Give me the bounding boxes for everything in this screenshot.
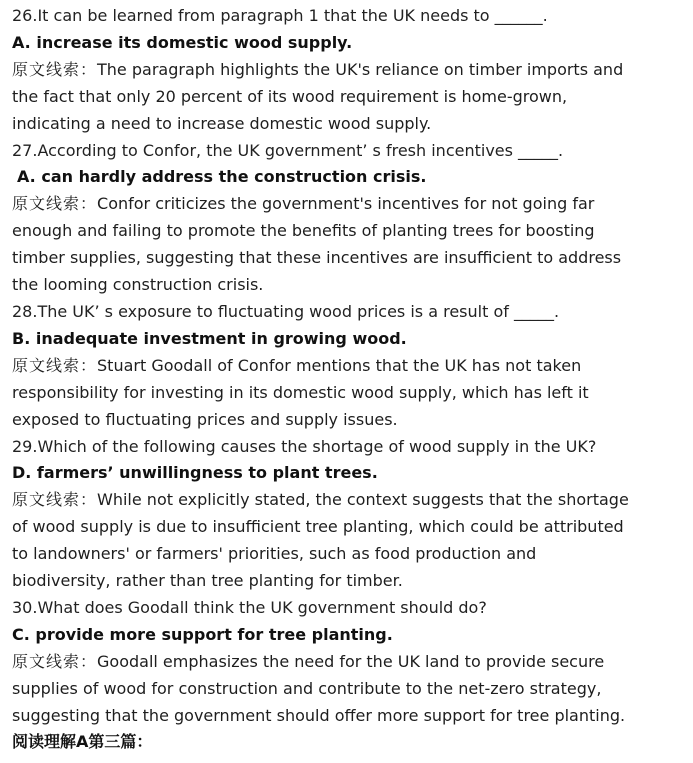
clue-label: 原文线索： bbox=[12, 651, 98, 671]
answer-28: B. inadequate investment in growing wood. bbox=[12, 328, 407, 348]
clue-28-line-2: responsibility for investing in its domestic wood supply, which has left it bbox=[12, 382, 589, 402]
clue-30-line-3: suggesting that the government should offer more support for tree planting. bbox=[12, 705, 626, 725]
clue-label: 原文线索： bbox=[12, 59, 98, 79]
clue-29-line-3: to landowners' or farmers' priorities, such as food production and bbox=[12, 544, 537, 564]
answer-29: D. farmers’ unwillingness to plant trees. bbox=[12, 463, 378, 483]
clue-28-line-3: exposed to fluctuating prices and supply issues. bbox=[12, 409, 398, 429]
clue-text: Stuart Goodall of Confor mentions that the UK has not taken bbox=[97, 355, 582, 375]
question-29: 29.Which of the following causes the shortage of wood supply in the UK? bbox=[12, 436, 597, 456]
answer-30: C. provide more support for tree planting. bbox=[12, 624, 393, 644]
clue-29-line-4: biodiversity, rather than tree planting for timber. bbox=[12, 571, 403, 591]
clue-27-line-2: enough and failing to promote the benefits of planting trees for boosting bbox=[12, 221, 595, 241]
clue-26-line-3: indicating a need to increase domestic wood supply. bbox=[12, 113, 432, 133]
clue-26-line-1 bbox=[12, 57, 682, 84]
clue-30-line-2: supplies of wood for construction and contribute to the net-zero strategy, bbox=[12, 678, 602, 698]
clue-label: 原文线索： bbox=[12, 355, 98, 375]
clue-text: The paragraph highlights the UK's reliance on timber imports and bbox=[97, 59, 624, 79]
clue-30-line-1 bbox=[12, 649, 682, 676]
question-26: 26.It can be learned from paragraph 1 that the UK needs to ______. bbox=[12, 6, 548, 25]
clue-29-line-2: of wood supply is due to insufficient tree planting, which could be attributed bbox=[12, 517, 624, 537]
clue-text: Confor criticizes the government's incentives for not going far bbox=[97, 194, 595, 214]
clue-label: 原文线索： bbox=[12, 194, 98, 214]
clue-28-line-1 bbox=[12, 353, 682, 380]
answer-27: A. can hardly address the construction crisis. bbox=[17, 167, 427, 187]
clue-27-line-1 bbox=[12, 191, 682, 218]
clue-label: 原文线索： bbox=[12, 490, 98, 510]
clue-29-line-1 bbox=[12, 487, 682, 514]
clue-text: Goodall emphasizes the need for the UK land to provide secure bbox=[97, 651, 605, 671]
clue-27-line-3: timber supplies, suggesting that these incentives are insufficient to address bbox=[12, 248, 622, 268]
question-28: 28.The UK’ s exposure to fluctuating wood prices is a result of _____. bbox=[12, 301, 560, 321]
answer-26: A. increase its domestic wood supply. bbox=[12, 32, 353, 52]
section-heading: 阅读理解A第三篇： bbox=[12, 732, 153, 752]
clue-27-line-4: the looming construction crisis. bbox=[12, 275, 264, 295]
clue-text: While not explicitly stated, the context suggests that the shortage bbox=[97, 490, 629, 510]
question-27: 27.According to Confor, the UK government’ s fresh incentives _____. bbox=[12, 140, 564, 160]
clue-26-line-2: the fact that only 20 percent of its wood requirement is home-grown, bbox=[12, 86, 568, 106]
question-30: 30.What does Goodall think the UK government should do? bbox=[12, 597, 487, 617]
